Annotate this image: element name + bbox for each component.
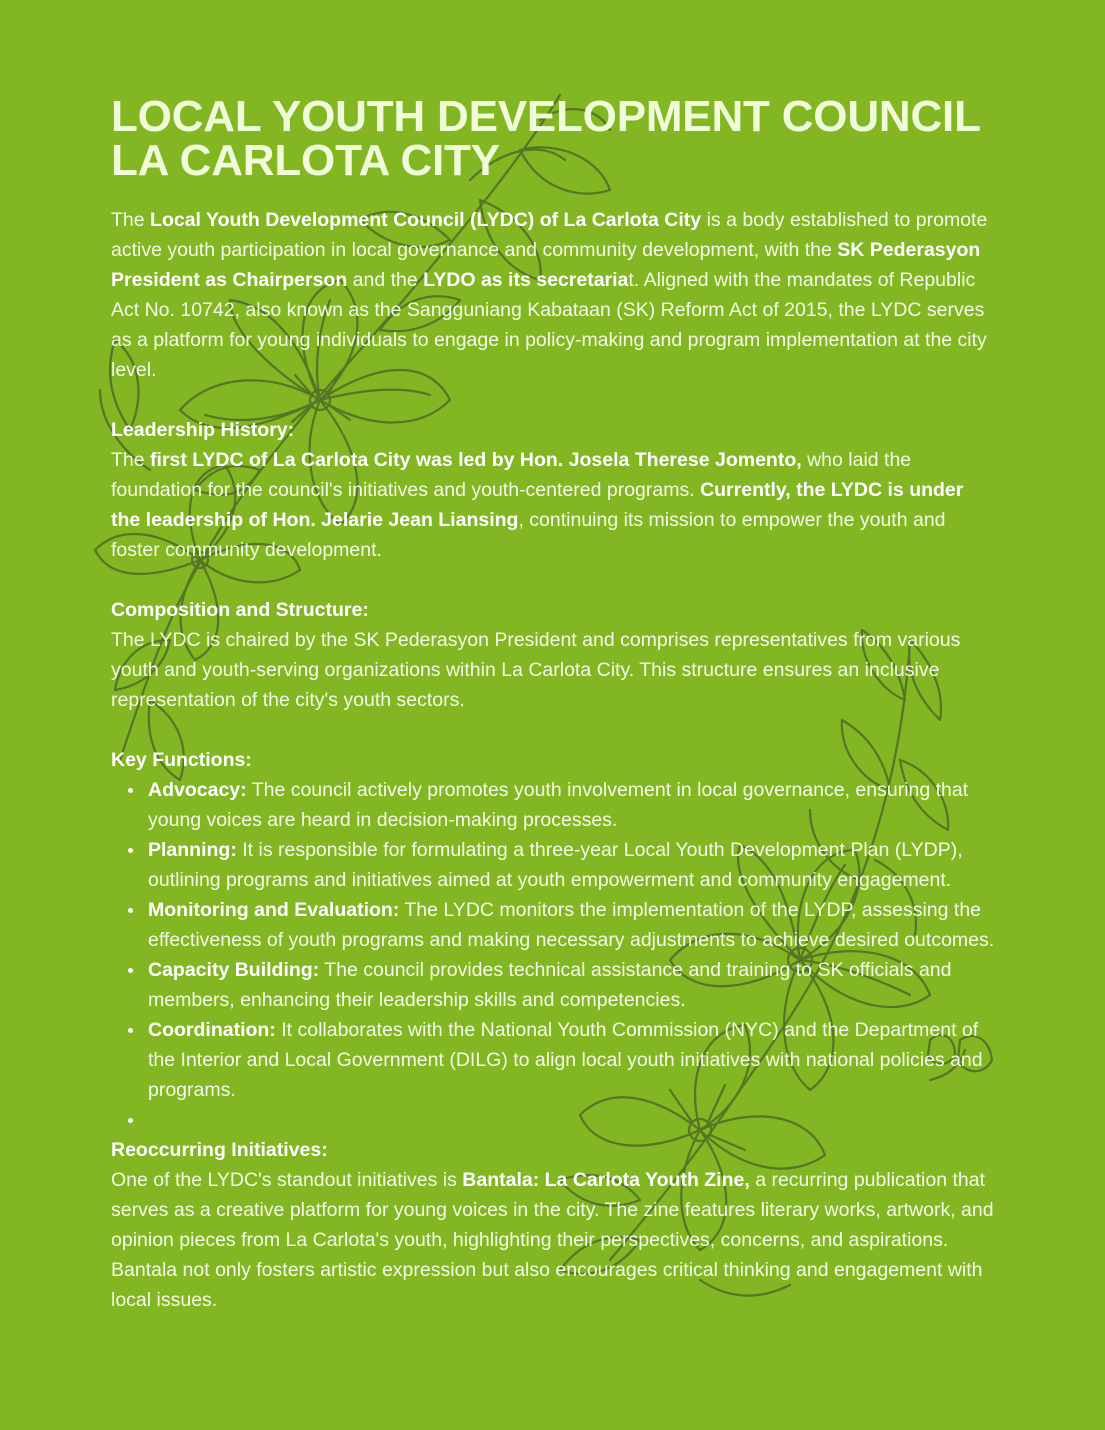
function-label: Planning:: [148, 839, 237, 861]
composition-section: [111, 595, 996, 715]
document-body: [111, 92, 996, 1315]
function-label: Monitoring and Evaluation:: [148, 899, 400, 921]
intro-paragraph: [111, 205, 996, 385]
list-item: [148, 895, 996, 955]
function-text: The council actively promotes youth involvement in local governance, ensuring that young voices are heard in decision-making processes.: [148, 779, 969, 831]
intro-text-1: The: [111, 209, 151, 231]
leadership-heading: Leadership History:: [111, 419, 295, 441]
composition-paragraph: The LYDC is chaired by the SK Pederasyon President and comprises representatives from various youth and youth-serving organizations within La Carlota City. This structure ensures an inclusive representation of the city's youth sectors.: [111, 629, 961, 711]
function-text: The LYDC monitors the implementation of the LYDP, assessing the effectiveness of youth programs and making necessary adjustments to achieve desired outcomes.: [148, 899, 995, 951]
initiatives-text-2: a recurring publication that serves as a creative platform for young voices in the city. The zine features literary works, artwork, and opinion pieces from La Carlota's youth, highlighting their perspectives, concerns, and aspirations. Bantala not only fosters artistic expression but also encourages critical thinking and engagement with local issues.: [111, 1169, 994, 1311]
empty-list-item: [148, 1105, 996, 1135]
composition-heading: Composition and Structure:: [111, 599, 369, 621]
list-item: [148, 955, 996, 1015]
intro-bold-3: LYDO as its secretaria: [423, 269, 629, 291]
title-line-1: LOCAL YOUTH DEVELOPMENT COUNCIL: [111, 92, 981, 141]
initiatives-heading: Reoccurring Initiatives:: [111, 1139, 328, 1161]
leadership-text-3: , continuing its mission to empower the youth and foster community development.: [111, 509, 946, 561]
function-text: It is responsible for formulating a three-year Local Youth Development Plan (LYDP), outlining programs and initiatives aimed at youth empowerment and community engagement.: [148, 839, 963, 891]
intro-bold-2: SK Pederasyon President as Chairperson: [111, 239, 981, 291]
function-label: Coordination:: [148, 1019, 276, 1041]
functions-section: [111, 745, 996, 1135]
leadership-text-2: who laid the foundation for the council's initiatives and youth-centered programs.: [111, 449, 912, 501]
leadership-section: [111, 415, 996, 565]
initiatives-paragraph: [111, 1165, 996, 1315]
page-title: [111, 92, 996, 185]
title-line-2: LA CARLOTA CITY: [111, 136, 500, 185]
list-item: [148, 1015, 996, 1105]
initiatives-section: [111, 1135, 996, 1315]
intro-text-2: is a body established to promote active youth participation in local governance and community development, with the: [111, 209, 988, 261]
leadership-bold-1: first LYDC of La Carlota City was led by Hon. Josela Therese Jomento,: [150, 449, 802, 471]
functions-list: [111, 775, 996, 1135]
function-label: Capacity Building:: [148, 959, 320, 981]
leadership-paragraph: [111, 445, 996, 565]
intro-text-3: and the: [347, 269, 424, 291]
initiatives-bold-1: Bantala: La Carlota Youth Zine,: [462, 1169, 750, 1191]
function-label: Advocacy:: [148, 779, 247, 801]
leadership-bold-2: Currently, the LYDC is under the leadership of Hon. Jelarie Jean Liansing: [111, 479, 964, 531]
function-text: It collaborates with the National Youth Commission (NYC) and the Department of the Interior and Local Government (DILG) to align local youth initiatives with national policies and programs.: [148, 1019, 983, 1101]
intro-bold-1: Local Youth Development Council (LYDC) of La Carlota City: [150, 209, 702, 231]
leadership-text-1: The: [111, 449, 151, 471]
function-text: The council provides technical assistance and training to SK officials and members, enhancing their leadership skills and competencies.: [148, 959, 952, 1011]
initiatives-text-1: One of the LYDC's standout initiatives is: [111, 1169, 463, 1191]
intro-text-4: t. Aligned with the mandates of Republic Act No. 10742, also known as the Sangguniang Kabataan (SK) Reform Act of 2015, the LYDC serves as a platform for young individuals to engage in policy-making and program implementation at the city level.: [111, 269, 987, 381]
list-item: [148, 775, 996, 835]
functions-heading: Key Functions:: [111, 749, 252, 771]
list-item: [148, 835, 996, 895]
